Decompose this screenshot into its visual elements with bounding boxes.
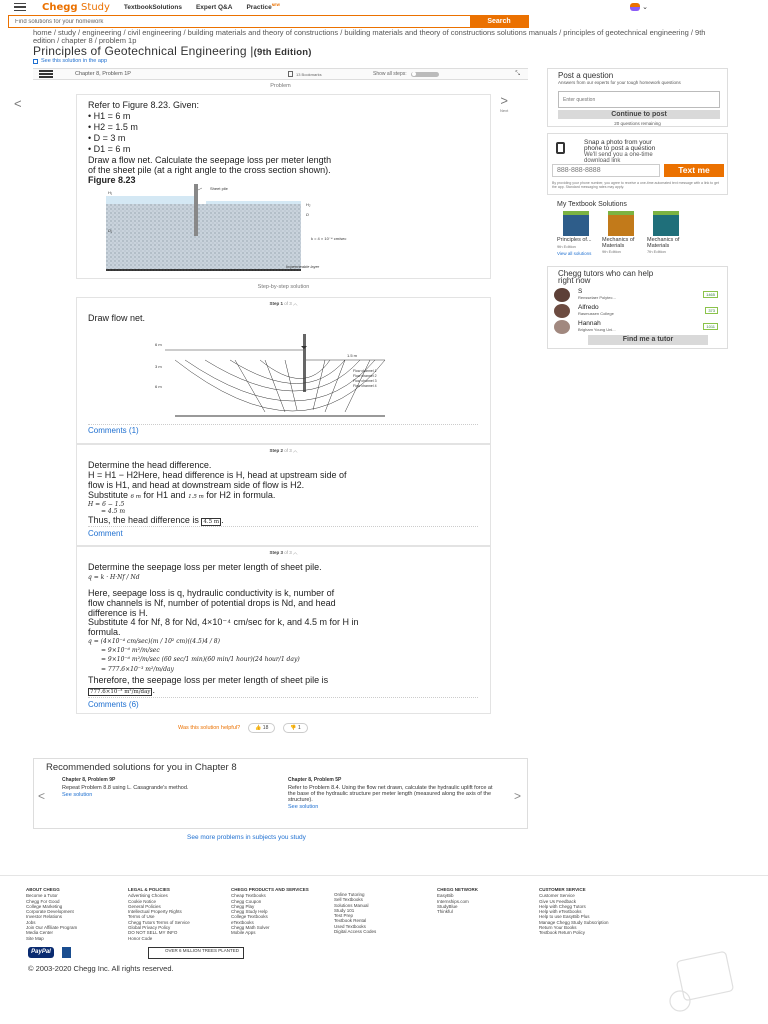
footer-list <box>26 893 116 941</box>
footer-col-products <box>231 887 331 936</box>
footer-link[interactable]: StudyBlue <box>437 903 458 909</box>
helpful-question: Was this solution helpful? <box>178 725 241 731</box>
figure-label: Figure 8.23 <box>88 175 136 185</box>
avatar <box>554 320 570 334</box>
step-2-title: Step 2 <box>269 448 283 453</box>
search-button[interactable]: Search <box>470 16 528 27</box>
next-problem-button[interactable]: > Next <box>500 96 508 116</box>
book-3-edition: 7th Edition <box>647 249 666 254</box>
problem-task-1: Draw a flow net. Calculate the seepage loss per meter length <box>88 155 332 165</box>
problem-intro: Refer to Figure 8.23. Given: <box>88 100 200 110</box>
book-1-name: Principles of... <box>557 237 592 243</box>
footer-link[interactable]: Test Prep <box>334 913 354 919</box>
footer-link[interactable]: Study 101 <box>334 907 355 913</box>
rec-item-2-link[interactable]: See solution <box>288 804 319 810</box>
flow-net-figure <box>135 332 425 424</box>
step-2-answer: 4.5 m <box>203 519 220 525</box>
book-3-name: Mechanics of Materials <box>647 237 680 249</box>
top-nav <box>0 0 768 14</box>
svg-text:H₁: H₁ <box>108 190 113 195</box>
tutor-3-school: Brigham Young Uni... <box>578 327 616 332</box>
footer-link[interactable]: Thinkful <box>437 909 453 915</box>
rec-prev-button[interactable]: < <box>38 789 46 803</box>
footer-link[interactable]: Jobs <box>26 919 36 925</box>
phone-icon <box>33 59 38 64</box>
fig-k-label: k = 4 × 10⁻⁴ cm/sec <box>311 236 347 241</box>
footer-heading: CHEGG NETWORK <box>437 887 478 892</box>
step-1-text: Draw flow net. <box>88 313 146 323</box>
flow-channel-3: Flow channel 3 <box>353 379 377 383</box>
nav-expert-qa[interactable]: Expert Q&A <box>195 3 233 11</box>
step-2-l4b: 6 m <box>130 494 142 500</box>
book-2-name: Mechanics of Materials <box>602 237 635 249</box>
rec-item-1[interactable] <box>62 777 262 798</box>
avatar <box>554 304 570 318</box>
bookmark-icon <box>288 71 293 77</box>
footer-link[interactable]: Chegg Tutors Terms of Service <box>128 919 190 925</box>
footer-link[interactable]: Return Your Books <box>539 925 577 931</box>
footer-link[interactable]: Online Tutoring <box>334 892 365 897</box>
footer-link[interactable]: Sell Textbooks <box>334 897 363 903</box>
footer-link[interactable]: Investor Relations <box>26 914 63 920</box>
footer-link[interactable]: Textbook Return Policy <box>539 930 586 936</box>
new-badge: NEW <box>271 2 280 7</box>
tutor-2-name: Alfredo <box>578 304 599 311</box>
footer-link[interactable]: Terms of Use <box>128 914 155 920</box>
step-3-header[interactable]: Step 3 of 3 ︿ <box>269 550 298 555</box>
snap-title-1: Snap a photo from your <box>584 139 652 146</box>
avatar <box>554 288 570 302</box>
footer-link[interactable]: Chegg Math Solver <box>231 925 270 931</box>
footer-col-products-2 <box>334 892 424 934</box>
copyright: © 2003-2020 Chegg Inc. All rights reserved. <box>28 964 174 973</box>
rec-next-button[interactable]: > <box>513 789 521 803</box>
step-3-line-6: formula. <box>88 627 121 637</box>
tutor-1-school: Rensselaer Polytec... <box>578 295 616 300</box>
step-2-conclusion: Thus, the head difference is 4.5 m . <box>88 515 224 525</box>
footer-link[interactable]: Site Map <box>26 935 44 941</box>
footer-link[interactable]: Become a Tutor <box>26 893 58 899</box>
next-label: Next <box>500 108 509 113</box>
text-me-button[interactable]: Text me <box>664 164 724 177</box>
step-3-math-4: = 777.6×10⁻³ m²/m/day <box>101 666 174 673</box>
paypal-logo[interactable]: PayPal <box>28 947 54 958</box>
tutor-3-badge: 1011 <box>703 323 718 330</box>
breadcrumb[interactable]: home / study / engineering / civil engineering / building materials and theory of constructions / building materials and theory of constructions solutions manuals / principles of geotechnical engineering / 9th edition / chapter 8 / problem 1p <box>33 28 706 45</box>
rec-item-1-link[interactable]: See solution <box>62 792 93 798</box>
see-more-link[interactable]: See more problems in subjects you study <box>187 834 306 841</box>
given-h1: • H1 = 6 m <box>88 111 131 121</box>
footer-col-about <box>26 887 116 941</box>
step-2-card <box>76 444 491 546</box>
phone-icon <box>556 142 565 154</box>
show-all-steps <box>373 71 439 77</box>
book-title: Principles of Geotechnical Engineering <box>33 44 247 58</box>
step-by-step-label: Step-by-step solution <box>257 284 310 290</box>
footer-heading: CUSTOMER SERVICE <box>539 887 586 892</box>
fig-15m-label: 1.5 m <box>347 353 358 358</box>
snap-fine-print: By providing your phone number, you agree to receive a one-time automated text message with a link to get the app. Standard messaging rates may apply. <box>552 181 719 189</box>
footer-link[interactable]: Help to use EasyBib Plus <box>539 914 590 920</box>
trees-planted-badge[interactable]: OVER 6 MILLION TREES PLANTED <box>148 947 244 959</box>
footer-list <box>539 893 639 935</box>
tutor-2-badge: 373 <box>705 307 718 314</box>
nav-practice[interactable] <box>246 3 279 11</box>
footer-link[interactable]: DO NOT SELL MY INFO <box>128 930 178 936</box>
fig-3m-label: 3 m <box>155 364 162 369</box>
menu-icon[interactable] <box>14 3 26 12</box>
question-input[interactable] <box>558 91 720 108</box>
step-3-comments-link[interactable]: Comments (6) <box>88 700 139 709</box>
book-1-edition: 9th Edition <box>557 243 576 249</box>
footer-link[interactable]: Chegg Play <box>231 903 255 909</box>
svg-text:D: D <box>306 212 309 217</box>
chapter-selector[interactable]: Chapter 8, Problem 1P <box>75 71 131 77</box>
footer-link[interactable]: Digital Access Codes <box>334 929 377 935</box>
tutor-1-badge: 1465 <box>703 291 718 298</box>
footer-link[interactable]: EasyBib <box>437 893 454 899</box>
snap-title-2: phone to post a question <box>584 145 656 152</box>
tutor-item-3[interactable] <box>578 320 718 334</box>
step-1-card <box>76 297 491 444</box>
app-link[interactable] <box>33 58 107 64</box>
recommended-title: Recommended solutions for you in Chapter 8 <box>46 762 237 773</box>
step-2-comment-link[interactable]: Comment <box>88 529 123 538</box>
view-all-solutions-link[interactable]: View all solutions <box>557 251 592 256</box>
post-question-title: Post a question <box>558 71 614 80</box>
bookmark-count: 13 Bookmarks <box>296 71 322 77</box>
tutors-box <box>547 266 728 349</box>
step-3-line-1: Determine the seepage loss per meter length of sheet pile. <box>88 562 322 572</box>
footer <box>0 875 768 1024</box>
step-2-l5: Thus, the head difference is <box>88 515 199 525</box>
step-3-answer-line: 777.6×10⁻³ m²/m/day . <box>90 685 155 695</box>
tutors-title-2: right now <box>558 276 591 285</box>
given-h2: • H2 = 1.5 m <box>88 122 138 132</box>
search-input[interactable] <box>9 16 470 27</box>
divider <box>88 526 478 527</box>
flow-channel-1: Flow channel 1 <box>353 369 377 373</box>
figure-8-23 <box>106 184 361 276</box>
book-2-edition: 9th Edition <box>602 249 621 254</box>
chegg-logo[interactable]: Chegg Study <box>42 1 110 13</box>
footer-list <box>128 893 223 941</box>
footer-link[interactable]: Manage Chegg Study Subscription <box>539 919 609 925</box>
step-2-math-1: H = 6 − 1.5 <box>88 501 125 508</box>
snap-sub-2: download link <box>584 158 621 164</box>
step-2-l4e: for H2 in formula. <box>206 490 276 500</box>
footer-heading: ABOUT CHEGG <box>26 887 60 892</box>
search-bar <box>8 15 529 28</box>
step-1-comments-link[interactable]: Comments (1) <box>88 426 139 435</box>
book-cover <box>563 211 589 236</box>
continue-to-post-button[interactable]: Continue to post <box>558 110 720 119</box>
given-d1: • D1 = 6 m <box>88 144 131 154</box>
flow-channel-4: Flow channel 4 <box>353 384 377 388</box>
thumbs-up-icon: 👍 <box>255 725 262 731</box>
footer-col-legal <box>128 887 223 941</box>
post-question-sub: Answers from our experts for your tough homework questions <box>558 80 681 85</box>
expand-icon[interactable]: ⤡ <box>515 70 520 77</box>
flow-channel-2: Flow channel 2 <box>353 374 377 378</box>
tutor-item-1[interactable] <box>578 288 718 302</box>
footer-link[interactable]: Chegg Study Help <box>231 909 268 915</box>
my-textbooks-title: My Textbook Solutions <box>557 201 627 208</box>
step-3-formula: q = k · H·Nf / Nd <box>88 574 140 581</box>
page-title: Principles of Geotechnical Engineering |(9th Edition) <box>33 44 312 58</box>
step-2-l4c: for H1 and <box>143 490 186 500</box>
svg-text:D₁: D₁ <box>108 228 113 233</box>
nav-textbook-solutions[interactable]: TextbookSolutions <box>123 3 182 11</box>
step-3-line-7: Therefore, the seepage loss per meter length of sheet pile is <box>88 675 329 685</box>
decorative-doodle-icon <box>660 946 760 1016</box>
step-3-math-1: q = (4×10⁻⁴ cm/sec)(m / 10² cm)((4.5)4 / 8) <box>88 638 220 645</box>
footer-list <box>231 893 331 935</box>
footer-link[interactable]: Corporate Development <box>26 909 74 915</box>
post-question-box <box>547 68 728 127</box>
footer-link[interactable]: Honor Code <box>128 935 153 941</box>
footer-link[interactable]: Used Textbooks <box>334 923 366 929</box>
fig-sheet-pile-label: Sheet pile <box>210 186 228 191</box>
step-3-line-5: Substitute 4 for Nf, 8 for Nd, 4×10⁻⁴ cm/sec for k, and 4.5 m for H in <box>88 617 359 627</box>
phone-number-input[interactable] <box>552 164 660 177</box>
down-vote-count: 1 <box>297 725 301 731</box>
problem-label: Problem <box>270 83 291 89</box>
recommended-solutions <box>33 758 528 829</box>
tutors-title-1: Chegg tutors who can help <box>558 269 654 278</box>
step-3-title: Step 3 <box>269 550 283 555</box>
step-3-answer: 777.6×10⁻³ m²/m/day <box>90 689 151 695</box>
nav-practice-label: Practice <box>246 4 272 12</box>
rec-item-2[interactable] <box>288 777 498 810</box>
footer-list <box>437 893 517 914</box>
step-2-line-1: Determine the head difference. <box>88 460 212 470</box>
footer-link[interactable]: Help with Chegg Tutors <box>539 903 586 909</box>
rec-item-2-text: Refer to Problem 8.4. Using the flow net drawn, calculate the hydraulic uplift force at the base of the hydraulic structure per meter length (measured along the axis of the structure). <box>288 785 493 803</box>
book-item-2[interactable] <box>602 211 642 254</box>
tutor-3-name: Hannah <box>578 320 601 327</box>
footer-link[interactable]: Chegg Coupon <box>231 898 262 904</box>
tutor-1-name: S <box>578 288 583 295</box>
thumbs-down-icon: 👎 <box>290 725 297 731</box>
user-avatar[interactable] <box>630 3 640 11</box>
footer-list <box>334 892 424 934</box>
divider <box>88 424 478 425</box>
fig-6m-b-label: 6 m <box>155 384 162 389</box>
step-1-header[interactable]: Step 1 of 3 ︿ <box>269 301 298 306</box>
step-3-line-4: difference is H. <box>88 608 148 618</box>
footer-link[interactable]: General Policies <box>128 903 161 909</box>
thumbs-up-button[interactable] <box>248 723 275 733</box>
svg-text:H₂: H₂ <box>306 202 311 207</box>
fig-6m-label: 6 m <box>155 342 162 347</box>
footer-link[interactable]: Customer Service <box>539 893 575 899</box>
book-list <box>557 211 687 254</box>
up-vote-count: 18 <box>262 725 269 731</box>
footer-link[interactable]: Intellectual Property Rights <box>128 909 182 915</box>
footer-link[interactable]: Advertising Choices <box>128 893 168 899</box>
footer-link[interactable]: Chegg For Good <box>26 898 60 904</box>
main-column <box>33 68 528 89</box>
book-cover <box>608 211 634 236</box>
prev-problem-button[interactable]: < <box>14 96 22 111</box>
step-1-title: Step 1 <box>269 301 283 306</box>
footer-link[interactable]: Solutions Manual <box>334 902 369 908</box>
divider <box>88 697 478 698</box>
find-tutor-button[interactable]: Find me a tutor <box>588 335 708 345</box>
rec-item-2-head: Chapter 8, Problem 5P <box>288 777 342 783</box>
solution-toolbar <box>33 68 528 80</box>
footer-heading: LEGAL & POLICIES <box>128 887 170 892</box>
questions-remaining: 20 questions remaining <box>614 121 661 126</box>
step-2-math-2: = 4.5 m <box>101 508 126 515</box>
footer-col-customer <box>539 887 639 936</box>
footer-link[interactable]: Textbook Rental <box>334 918 367 924</box>
bookmark-button[interactable] <box>288 71 322 77</box>
footer-link[interactable]: Give Us Feedback <box>539 898 577 904</box>
footer-link[interactable]: Help with eTextbooks <box>539 909 582 915</box>
book-item-1[interactable] <box>557 211 597 254</box>
step-2-line-3: flow is H1, and head at downstream side of flow is H2. <box>88 480 305 490</box>
given-d: • D = 3 m <box>88 133 126 143</box>
chevron-down-icon[interactable]: ⌄ <box>642 4 648 11</box>
snap-photo-box <box>547 133 728 195</box>
step-2-header[interactable]: Step 2 of 3 ︿ <box>269 448 298 453</box>
step-1-of: of 3 <box>284 301 292 306</box>
footer-col-network <box>437 887 517 914</box>
step-2-l4a: Substitute <box>88 490 129 500</box>
book-edition: (9th Edition) <box>253 47 312 58</box>
bbb-badge[interactable] <box>62 947 71 958</box>
footer-heading: CHEGG PRODUCTS AND SERVICES <box>231 887 309 892</box>
footer-link[interactable]: Media Center <box>26 930 54 936</box>
footer-link[interactable]: Global Privacy Policy <box>128 925 171 931</box>
snap-sub-1: We'll send you a one-time <box>584 152 653 158</box>
footer-link[interactable]: College Textbooks <box>231 914 268 920</box>
show-all-toggle[interactable] <box>411 72 439 77</box>
tutor-item-2[interactable] <box>578 304 718 318</box>
problem-task-2: of the sheet pile (at a right angle to the cross section shown). <box>88 165 331 175</box>
step-3-math-3: = 9×10⁻⁶ m²/m/sec (60 sec/1 min)(60 min/1 hour)(24 hour/1 day) <box>101 656 300 663</box>
list-icon[interactable] <box>39 70 53 78</box>
footer-link[interactable]: Cookie Notice <box>128 898 157 904</box>
step-3-card <box>76 546 491 714</box>
step-2-of: of 3 <box>284 448 292 453</box>
step-3-line-3: flow channels is Nf, number of potential drops is Nd, and head <box>88 598 336 608</box>
fig-impermeable-label: Impermeable layer <box>286 264 320 269</box>
footer-link[interactable]: Join Our Affiliate Program <box>26 925 78 931</box>
step-3-line-2: Here, seepage loss is q, hydraulic conductivity is k, number of <box>88 588 335 598</box>
tutor-2-school: Rasmussen College <box>578 311 614 316</box>
step-3-math-2: = 9×10⁻⁶ m²/m/sec <box>101 647 160 654</box>
footer-link[interactable]: Internships.com <box>437 898 469 904</box>
book-item-3[interactable] <box>647 211 687 254</box>
footer-link[interactable]: Cheap Textbooks <box>231 893 266 899</box>
rec-item-1-head: Chapter 8, Problem 9P <box>62 777 116 783</box>
step-3-of: of 3 <box>284 550 292 555</box>
footer-link[interactable]: Mobile Apps <box>231 930 256 936</box>
book-cover <box>653 211 679 236</box>
footer-link[interactable]: eTextbooks <box>231 919 254 925</box>
helpful-feedback <box>178 723 308 733</box>
footer-link[interactable]: College Marketing <box>26 903 63 909</box>
my-textbook-solutions <box>557 201 727 256</box>
step-2-l4d: 1.5 m <box>188 494 204 500</box>
app-link-label: See this solution in the app <box>41 58 108 64</box>
show-all-label: Show all steps: <box>373 71 407 77</box>
rec-item-1-text: Repeat Problem 8.8 using L. Casagrande's method. <box>62 785 189 791</box>
step-2-line-2: H = H1 − H2Here, head difference is H, head at upstream side of <box>88 470 347 480</box>
thumbs-down-button[interactable] <box>283 723 307 733</box>
